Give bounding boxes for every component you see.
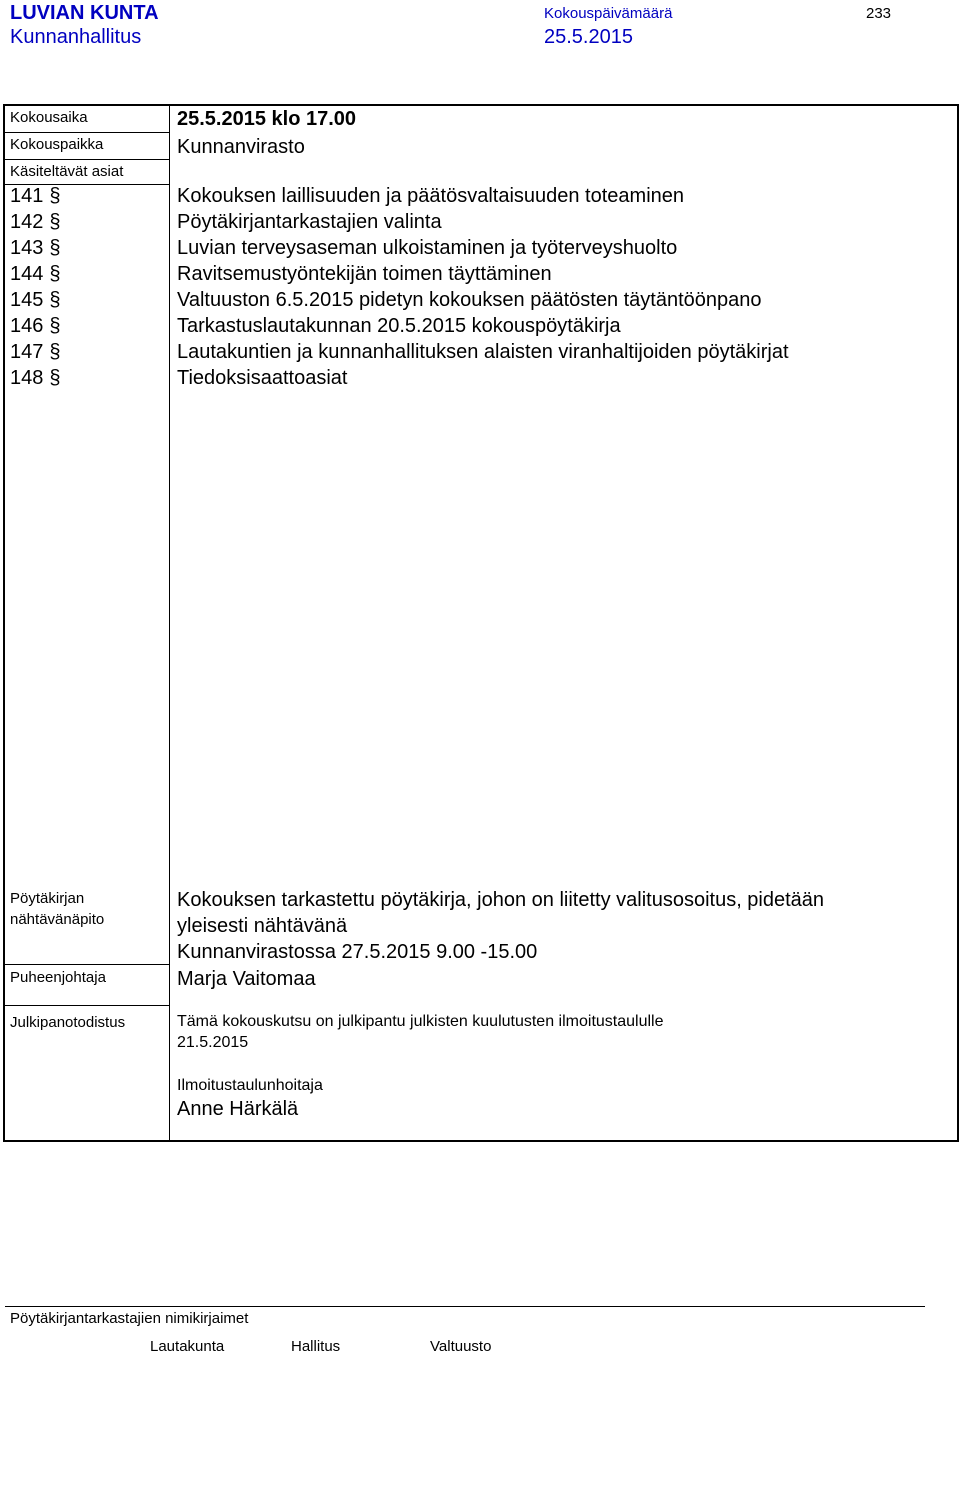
footer-divider: [5, 1306, 925, 1307]
item-title: Luvian terveysaseman ulkoistaminen ja työterveyshuolto: [177, 237, 678, 259]
column-divider: [169, 106, 170, 1140]
list-item: [10, 237, 61, 260]
section-sign-icon: §: [49, 185, 61, 207]
meeting-time-label: Kokousaika: [10, 109, 88, 126]
list-item: [10, 315, 61, 338]
section-sign-icon: §: [49, 367, 61, 389]
item-title: Pöytäkirjantarkastajien valinta: [177, 211, 442, 233]
display-text: yleisesti nähtävänä: [177, 915, 348, 937]
item-number: 142: [10, 211, 44, 233]
row-divider: [5, 132, 169, 133]
list-item: [10, 211, 61, 234]
item-title: Lautakuntien ja kunnanhallituksen alaisten viranhaltijoiden pöytäkirjat: [177, 341, 789, 363]
meeting-place-label: Kokouspaikka: [10, 136, 104, 153]
notice-name: Anne Härkälä: [177, 1098, 299, 1120]
notice-label: Julkipanotodistus: [10, 1014, 126, 1031]
chair-name: Marja Vaitomaa: [177, 968, 316, 990]
footer-column-label: Lautakunta: [150, 1338, 225, 1355]
list-item: [10, 263, 61, 286]
item-title: Tiedoksisaattoasiat: [177, 367, 348, 389]
section-sign-icon: §: [49, 341, 61, 363]
notice-role: Ilmoitustaulunhoitaja: [177, 1077, 323, 1094]
item-number: 146: [10, 315, 44, 337]
meeting-place-value: Kunnanvirasto: [177, 136, 305, 158]
page-number: 233: [866, 5, 892, 22]
section-sign-icon: §: [49, 211, 61, 233]
display-label: nähtävänäpito: [10, 911, 105, 928]
item-number: 147: [10, 341, 44, 363]
item-number: 144: [10, 263, 44, 285]
display-text: Kunnanvirastossa 27.5.2015 9.00 -15.00: [177, 941, 538, 963]
row-divider: [5, 1005, 169, 1006]
section-sign-icon: §: [49, 237, 61, 259]
footer-title: Pöytäkirjantarkastajien nimikirjaimet: [10, 1310, 249, 1327]
display-label: Pöytäkirjan: [10, 890, 85, 907]
footer-column-label: Valtuusto: [430, 1338, 492, 1355]
agenda-items-label: Käsiteltävät asiat: [10, 163, 124, 180]
section-sign-icon: §: [49, 263, 61, 285]
chair-label: Puheenjohtaja: [10, 969, 106, 986]
footer-column-label: Hallitus: [291, 1338, 341, 1355]
item-number: 143: [10, 237, 44, 259]
display-text: Kokouksen tarkastettu pöytäkirja, johon on liitetty valitusosoitus, pidetään: [177, 889, 825, 911]
section-sign-icon: §: [49, 289, 61, 311]
item-title: Valtuuston 6.5.2015 pidetyn kokouksen päätösten täytäntöönpano: [177, 289, 762, 311]
notice-text: Tämä kokouskutsu on julkipantu julkisten kuulutusten ilmoitustaululle: [177, 1013, 664, 1030]
list-item: [10, 341, 61, 364]
item-number: 145: [10, 289, 44, 311]
meeting-date-label: Kokouspäivämäärä: [544, 5, 673, 22]
meeting-time-value: 25.5.2015 klo 17.00: [177, 108, 357, 130]
row-divider: [5, 964, 169, 965]
row-divider: [5, 159, 169, 160]
notice-date: 21.5.2015: [177, 1034, 249, 1051]
item-number: 141: [10, 185, 44, 207]
item-number: 148: [10, 367, 44, 389]
list-item: [10, 289, 61, 312]
item-title: Kokouksen laillisuuden ja päätösvaltaisuuden toteaminen: [177, 185, 685, 207]
municipality-name: LUVIAN KUNTA: [10, 2, 159, 24]
item-title: Ravitsemustyöntekijän toimen täyttäminen: [177, 263, 552, 285]
item-title: Tarkastuslautakunnan 20.5.2015 kokouspöytäkirja: [177, 315, 621, 337]
meeting-date-value: 25.5.2015: [544, 26, 633, 48]
section-sign-icon: §: [49, 315, 61, 337]
board-name: Kunnanhallitus: [10, 26, 142, 48]
list-item: [10, 185, 61, 208]
list-item: [10, 367, 61, 390]
